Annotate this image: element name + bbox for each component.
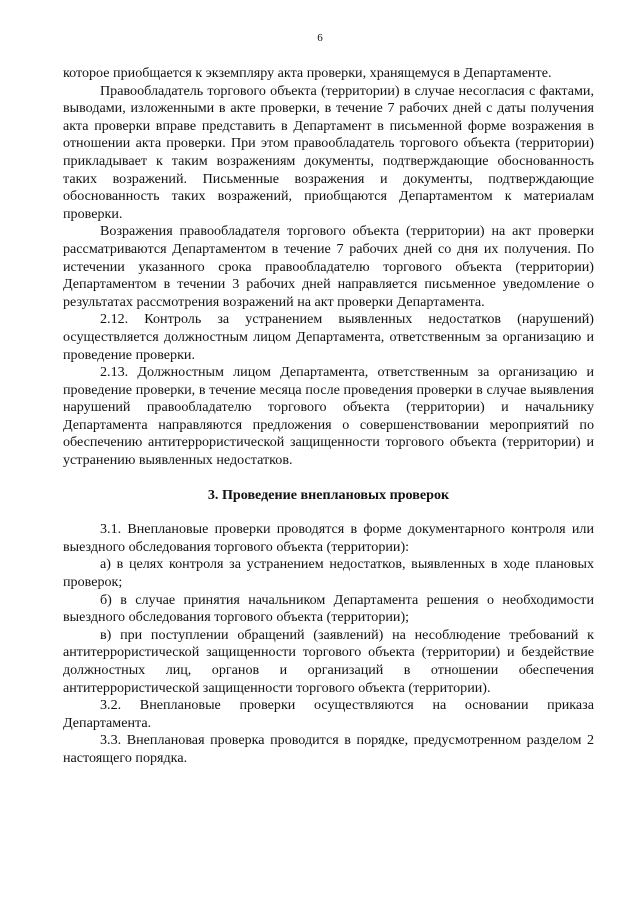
paragraph-objections: Правообладатель торгового объекта (территории) в случае несогласия с фактами, выводами, изложенными в акте проверки, в течение 7 рабочих дней с даты получения акта проверки вправе представить в Департамент в письменной форме возражения в отношении акта проверки. При этом правообладатель торгового объекта (территории) прикладывает к таким возражениям документы, подтверждающие обоснованность таких возражений. Письменные возражения и документы, подтверждающие обоснованность таких возражений, приобщаются Департаментом к материалам проверки. [63,82,594,222]
page-number: 6 [317,32,323,44]
paragraph-3-1: 3.1. Внеплановые проверки проводятся в форме документарного контроля или выездного обследования торгового объекта (территории): [63,521,594,555]
document-body [63,65,594,768]
section-heading: 3. Проведение внеплановых проверок [207,486,450,503]
list-item-a: а) в целях контроля за устранением недостатков, выявленных в ходе плановых проверок; [63,556,594,591]
list-item-v: в) при поступлении обращений (заявлений) на несоблюдение требований к антитеррористической защищенности торгового объекта (территории) и бездействие должностных лиц, органов и организаций в отношении обеспечения антитеррористической защищенности торгового объекта (территории). [63,626,594,696]
paragraph-3-3: 3.3. Внеплановая проверка проводится в порядке, предусмотренном разделом 2 настоящего порядка. [63,732,594,766]
paragraph-objections-review: Возражения правообладателя торгового объекта (территории) на акт проверки рассматриваются Департаментом в течение 7 рабочих дней со дня их получения. По истечении указанного срока правообладателю торгового объекта (территории) Департаментом в течении 3 рабочих дней направляется письменное уведомление о результатах рассмотрения возражений на акт проверки Департамента. [63,223,594,310]
paragraph-continuation: которое приобщается к экземпляру акта проверки, хранящемуся в Департаменте. [63,65,552,81]
paragraph-2-13: 2.13. Должностным лицом Департамента, ответственным за организацию и проведение проверки, в течение месяца после проведения проверки в случае выявления нарушений правообладателю торгового объекта (территории) и начальнику Департамента направляются предложения о совершенствовании мероприятий по обеспечению антитеррористической защищенности торгового объекта (территории) и устранению выявленных недостатков. [63,364,594,469]
paragraph-3-2: 3.2. Внеплановые проверки осуществляются на основании приказа Департамента. [63,697,594,731]
paragraph-2-12: 2.12. Контроль за устранением выявленных недостатков (нарушений) осуществляется должностным лицом Департамента, ответственным за организацию и проведение проверки. [63,311,594,363]
list-item-b: б) в случае принятия начальником Департамента решения о необходимости выездного обследования торгового объекта (территории); [63,591,594,626]
